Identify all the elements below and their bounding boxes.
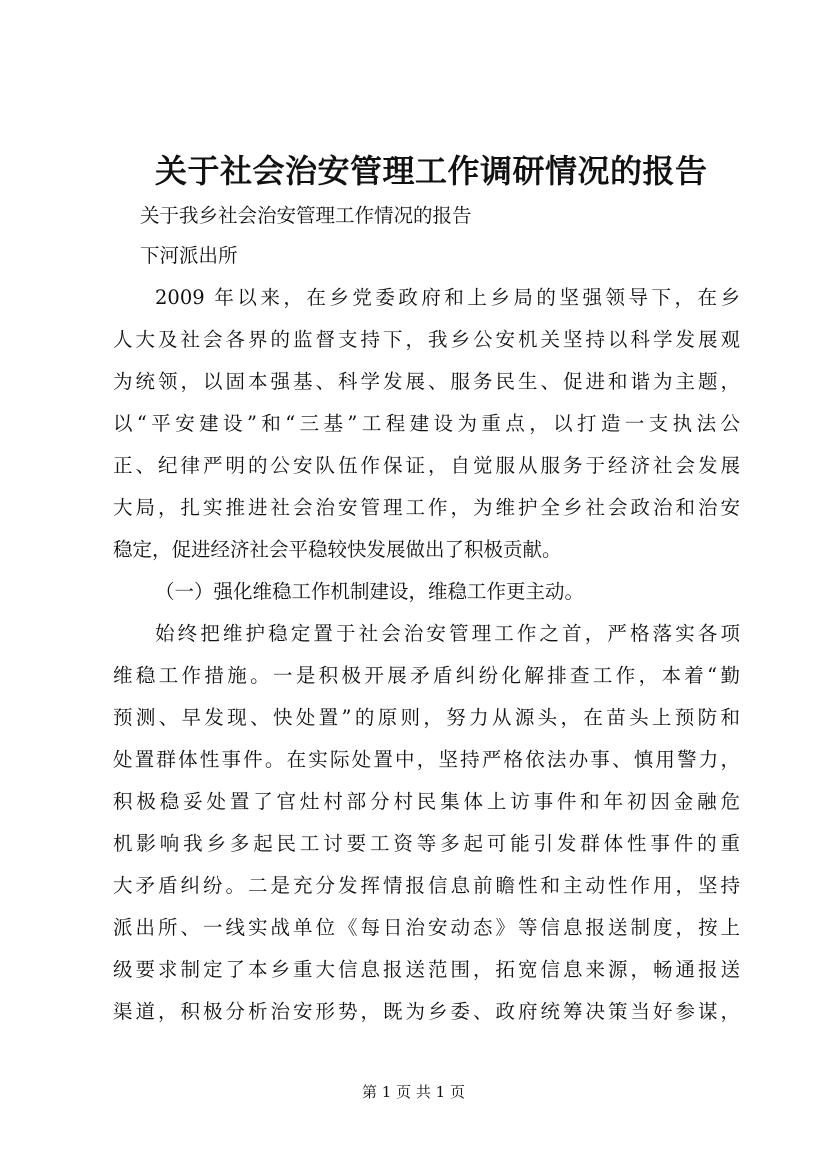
paragraph-line: 为统领，以固本强基、科学发展、服务民生、促进和谐为主题， bbox=[113, 370, 740, 393]
paragraph-line: 人大及社会各界的监督支持下，我乡公安机关坚持以科学发展观 bbox=[113, 328, 740, 351]
paragraph-line: 大局，扎实推进社会治安管理工作，为维护全乡社会政治和治安 bbox=[113, 496, 740, 519]
paragraph-line: 级要求制定了本乡重大信息报送范围，拓宽信息来源，畅通报送 bbox=[113, 958, 740, 981]
paragraph-line: 大矛盾纠纷。二是充分发挥情报信息前瞻性和主动性作用，坚持 bbox=[113, 874, 740, 897]
paragraph-line: 机影响我乡多起民工讨要工资等多起可能引发群体性事件的重 bbox=[113, 832, 740, 855]
document-subtitle: 关于我乡社会治安管理工作情况的报告 bbox=[140, 204, 472, 227]
section-heading: （一）强化维稳工作机制建设，维稳工作更主动。 bbox=[155, 580, 585, 603]
paragraph-line: 派出所、一线实战单位《每日治安动态》等信息报送制度，按上 bbox=[113, 916, 740, 939]
paragraph-line: 正、纪律严明的公安队伍作保证，自觉服从服务于经济社会发展 bbox=[113, 454, 740, 477]
paragraph-line: 预测、早发现、快处置”的原则，努力从源头，在苗头上预防和 bbox=[113, 706, 740, 729]
paragraph-line: 以“平安建设”和“三基”工程建设为重点，以打造一支执法公 bbox=[113, 412, 740, 435]
document-title: 关于社会治安管理工作调研情况的报告 bbox=[155, 152, 708, 190]
paragraph-line: 稳定，促进经济社会平稳较快发展做出了积极贡献。 bbox=[113, 538, 562, 561]
document-author: 下河派出所 bbox=[140, 244, 238, 267]
page-footer: 第 1 页 共 1 页 bbox=[362, 1083, 465, 1101]
paragraph-line: 维稳工作措施。一是积极开展矛盾纠纷化解排查工作，本着“勤 bbox=[113, 664, 740, 687]
paragraph-line: 始终把维护稳定置于社会治安管理工作之首，严格落实各项 bbox=[155, 622, 740, 645]
paragraph-line: 积极稳妥处置了官灶村部分村民集体上访事件和年初因金融危 bbox=[113, 790, 740, 813]
paragraph-line: 2009 年以来，在乡党委政府和上乡局的坚强领导下，在乡 bbox=[155, 286, 740, 309]
paragraph-line: 渠道，积极分析治安形势，既为乡委、政府统筹决策当好参谋， bbox=[113, 1000, 740, 1023]
paragraph-line: 处置群体性事件。在实际处置中，坚持严格依法办事、慎用警力， bbox=[113, 748, 740, 771]
